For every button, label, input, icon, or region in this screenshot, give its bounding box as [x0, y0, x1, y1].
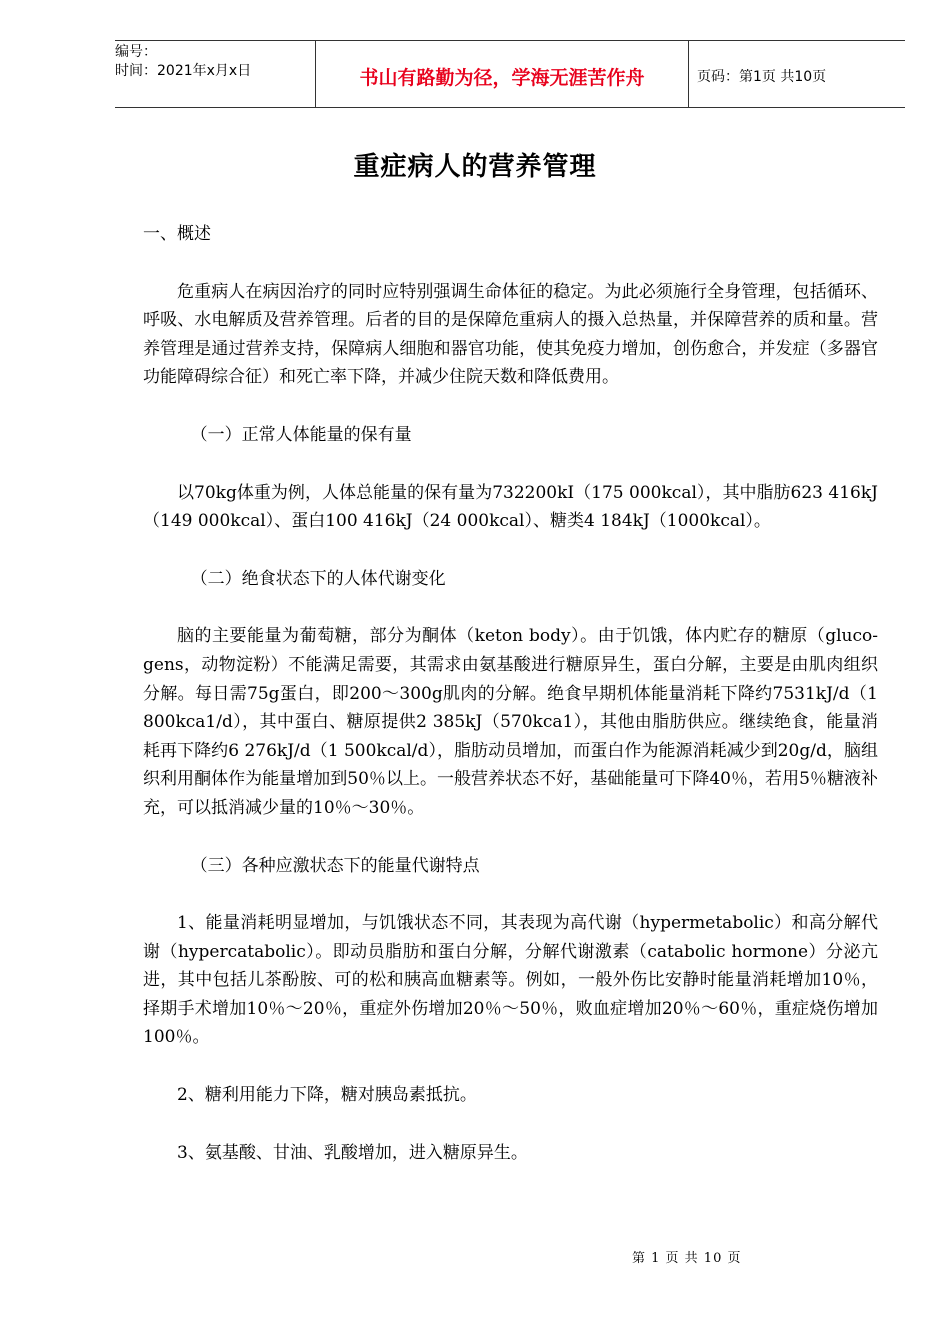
- subsection-2-paragraph: 脑的主要能量为葡萄糖，部分为酮体（keton body）。由于饥饿，体内贮存的糖原（gluco-gens，动物淀粉）不能满足需要，其需求由氨基酸进行糖原异生，蛋白分解，主要是由肌肉组织分解。每日需75g蛋白，即200～300g肌肉的分解。绝食早期机体能量消耗下降约7531kJ/d（1 800kca1/d），其中蛋白、糖原提供2 385kJ（570kca1），其他由脂肪供应。继续绝食，能量消耗再下降约6 276kJ/d（1 500kcal/d），脂肪动员增加，而蛋白作为能源消耗减少到20g/d，脑组织利用酮体作为能量增加到50％以上。一般营养状态不好，基础能量可下降40％，若用5％糖液补充，可以抵消减少量的10％～30％。: [143, 626, 878, 818]
- subsection-1-paragraph: 以70kg体重为例，人体总能量的保有量为732200kI（175 000kcal），其中脂肪623 416kJ（149 000kcal）、蛋白100 416kJ（24 000kcal）、糖类4 184kJ（1000kcal）。: [143, 482, 878, 532]
- header-motto: 书山有路勤为径，学海无涯苦作舟: [315, 41, 689, 107]
- list-item-2: 2、糖利用能力下降，糖对胰岛素抵抗。: [177, 1085, 477, 1106]
- header-page-info: 页码：第1页 共10页: [697, 69, 827, 85]
- section-heading-overview: 一、概述: [143, 224, 211, 244]
- document-title: 重症病人的营养管理: [353, 152, 597, 182]
- subsection-heading-2: （二）绝食状态下的人体代谢变化: [190, 568, 446, 589]
- subsection-heading-1: （一）正常人体能量的保有量: [190, 424, 412, 445]
- document-body: [143, 220, 878, 1196]
- subsection-heading-3: （三）各种应激状态下的能量代谢特点: [190, 855, 480, 876]
- overview-paragraph: 危重病人在病因治疗的同时应特别强调生命体征的稳定。为此必须施行全身管理，包括循环、呼吸、水电解质及营养管理。后者的目的是保障危重病人的摄入总热量，并保障营养的质和量。营养管理是通过营养支持，保障病人细胞和器官功能，使其免疫力增加，创伤愈合，并发症（多器官功能障碍综合征）和死亡率下降，并减少住院天数和降低费用。: [143, 281, 878, 388]
- list-item-3: 3、氨基酸、甘油、乳酸增加，进入糖原异生。: [177, 1142, 528, 1163]
- header-meta: [115, 41, 315, 107]
- list-item-1: 1、能量消耗明显增加，与饥饿状态不同，其表现为高代谢（hypermetabolic）和高分解代谢（hypercatabolic）。即动员脂肪和蛋白分解，分解代谢激素（catabolic hormone）分泌亢进，其中包括儿茶酚胺、可的松和胰高血糖素等。例如，一般外伤比安静时能量消耗增加10％，择期手术增加10％～20％，重症外伤增加20％～50％，败血症增加20％～60％，重症烧伤增加100％。: [143, 913, 878, 1048]
- document-header: [115, 40, 905, 108]
- page-footer: 第 1 页 共 10 页: [632, 1251, 742, 1266]
- serial-label: 编号：: [115, 44, 157, 60]
- date-label: 时间：2021年x月x日: [115, 63, 252, 79]
